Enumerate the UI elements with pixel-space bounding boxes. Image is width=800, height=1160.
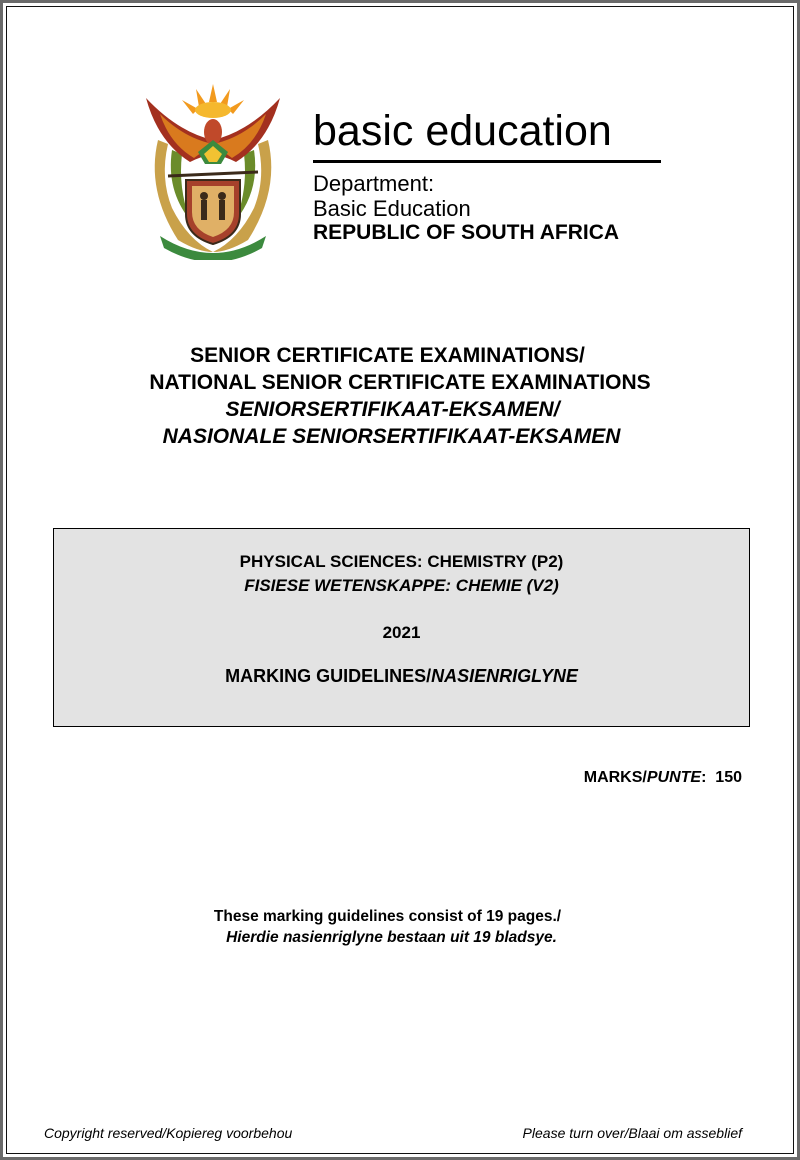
marks-label-english: MARKS/ — [583, 769, 647, 786]
brand-title: basic education — [313, 107, 612, 155]
marks-label-afrikaans: PUNTE — [646, 769, 702, 786]
marking-guidelines-english: MARKING GUIDELINES/ — [225, 666, 432, 686]
turn-over-footer: Please turn over/Blaai om asseblief — [522, 1125, 742, 1141]
exam-heading-line-1: SENIOR CERTIFICATE EXAMINATIONS/ — [190, 344, 585, 367]
copyright-footer: Copyright reserved/Kopiereg voorbehou — [44, 1125, 293, 1141]
page-count-english: These marking guidelines consist of 19 pages./ — [213, 908, 562, 925]
exam-heading — [0, 342, 800, 450]
page-count-note — [0, 906, 800, 948]
subject-box — [53, 528, 750, 727]
marks-value: 150 — [715, 769, 742, 786]
total-marks — [584, 769, 742, 787]
exam-year: 2021 — [382, 623, 421, 642]
subject-title-english: PHYSICAL SCIENCES: CHEMISTRY (P2) — [239, 552, 564, 571]
subject-title-afrikaans: FISIESE WETENSKAPPE: CHEMIE (V2) — [244, 576, 559, 595]
marking-guidelines-title — [54, 666, 749, 687]
department-name: Basic Education — [313, 196, 471, 221]
south-africa-coat-of-arms-icon — [138, 80, 288, 260]
marks-colon: : — [701, 769, 707, 786]
department-label: Department: — [313, 171, 435, 196]
marking-guidelines-afrikaans: NASIENRIGLYNE — [431, 666, 578, 686]
exam-heading-line-2: NATIONAL SENIOR CERTIFICATE EXAMINATIONS — [149, 371, 651, 394]
exam-heading-line-3: SENIORSERTIFIKAAT-EKSAMEN/ — [225, 398, 560, 421]
page-count-afrikaans: Hierdie nasienriglyne bestaan uit 19 bladsye. — [226, 929, 557, 946]
brand-divider — [313, 160, 661, 163]
country-name: REPUBLIC OF SOUTH AFRICA — [313, 221, 620, 244]
exam-heading-line-4: NASIONALE SENIORSERTIFIKAAT-EKSAMEN — [162, 425, 621, 448]
